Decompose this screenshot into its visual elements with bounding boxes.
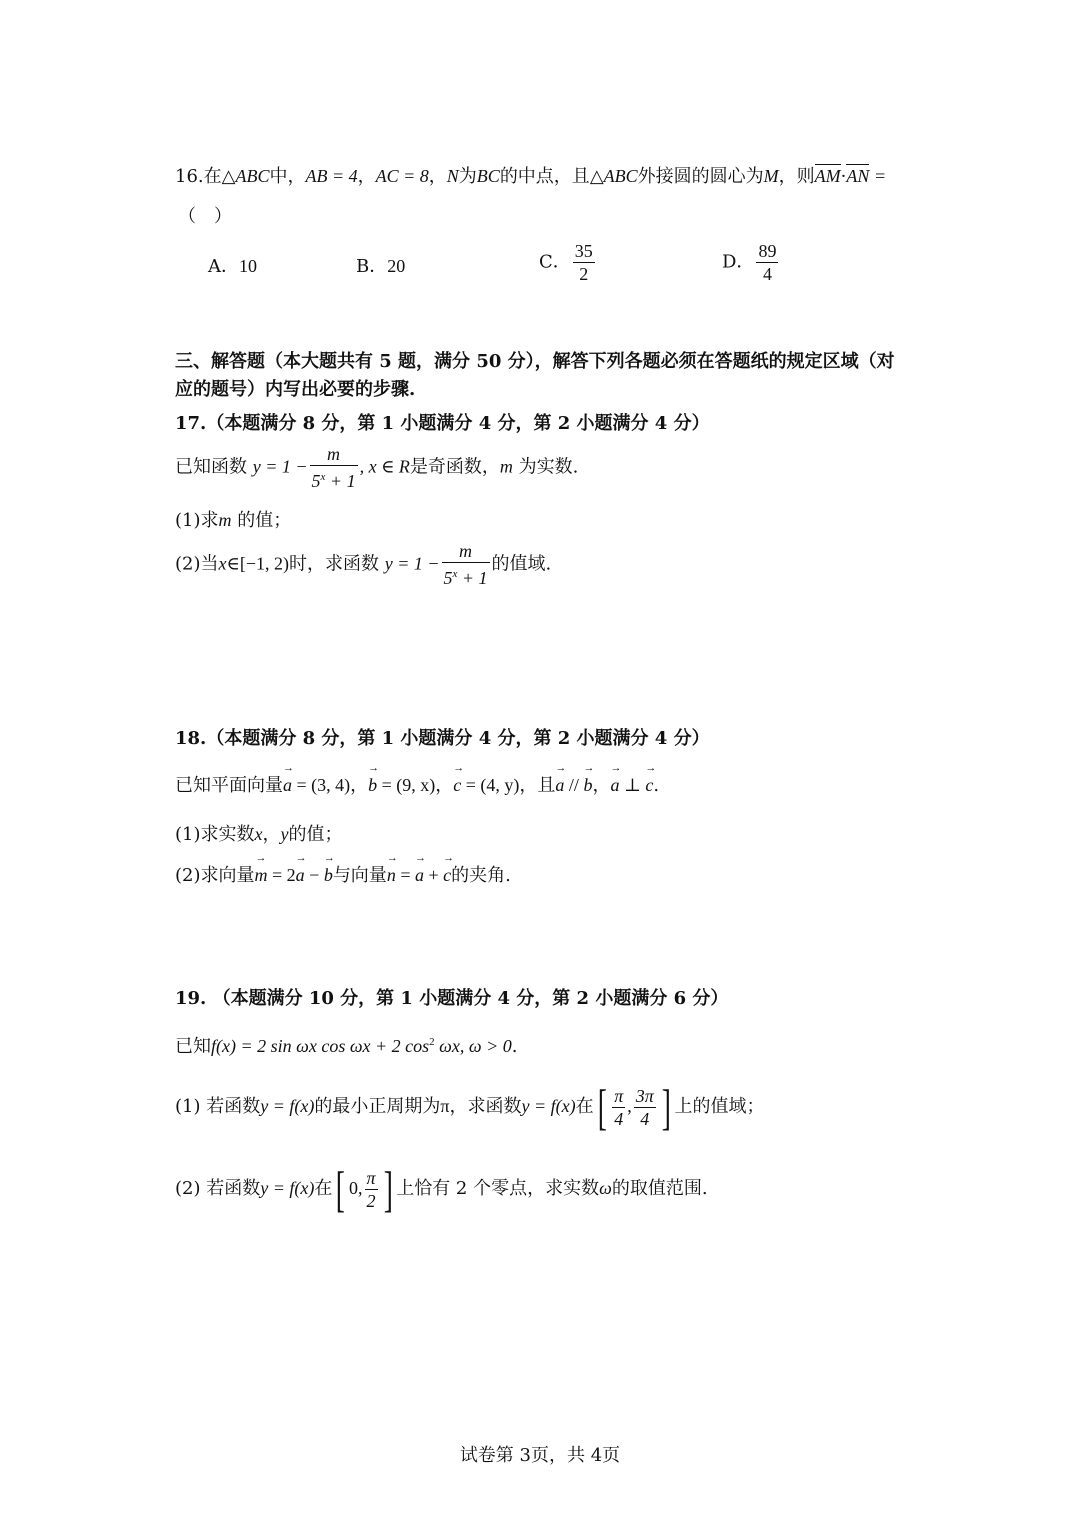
section3-heading-line2: 应的题号）内写出必要的步骤. bbox=[175, 379, 416, 400]
vector-a: → a bbox=[283, 775, 292, 796]
q17-part2: (2)当x∈[−1, 2)时，求函数 y = 1 − $\frac{m}{5^x + 1}$ 的值域. bbox=[175, 541, 552, 588]
q17-header: 17.（本题满分 8 分，第 1 小题满分 4 分，第 2 小题满分 4 分） bbox=[175, 413, 710, 434]
q19-part2: (2) 若函数y = f(x)在[ 0, $\frac{\pi}{2}$ ] 上恰有 2 个零点，求实数ω的取值范围. bbox=[175, 1161, 708, 1217]
q16-option-a[interactable]: A．10 bbox=[208, 256, 257, 277]
vector-an: AN bbox=[846, 166, 870, 186]
q16-option-b[interactable]: B．20 bbox=[356, 256, 406, 277]
q16-number: 16. bbox=[175, 166, 204, 187]
fraction-35-2: $\frac{35}{2}$ bbox=[574, 241, 593, 284]
vector-b: → b bbox=[368, 775, 377, 796]
q16-answer-paren: （ ） bbox=[178, 206, 232, 227]
q17-part2-fraction: $\frac{m}{5^x + 1}$ bbox=[443, 541, 488, 588]
q17-part1: (1)求m 的值； bbox=[175, 510, 292, 531]
q18-header: 18.（本题满分 8 分，第 1 小题满分 4 分，第 2 小题满分 4 分） bbox=[175, 728, 710, 749]
q19-header: 19. （本题满分 10 分，第 1 小题满分 4 分，第 2 小题满分 6 分） bbox=[175, 988, 729, 1009]
vector-am: AM bbox=[814, 166, 841, 186]
page-footer: 试卷第 3页，共 4页 bbox=[459, 1445, 621, 1466]
q18-stem: 已知平面向量→ a = (3, 4)，→ b = (9, x)，→ c = (4, y)，且→ a // → b，→ a ⊥ → c. bbox=[175, 771, 659, 797]
q17-stem: 已知函数 y = 1 − $\frac{m}{5^x + 1}$ , x ∈ R是奇函数，m 为实数. bbox=[175, 444, 579, 491]
q18-part2: (2)求向量→ m = 2→ a − → b与向量→ n = → a + → c的夹角. bbox=[175, 861, 511, 887]
q19-stem: 已知f(x) = 2 sin ωx cos ωx + 2 $\cos^2 \omega x$, ω > 0. bbox=[175, 1036, 518, 1057]
vector-c: → c bbox=[453, 775, 461, 796]
fraction-89-4: $\frac{89}{4}$ bbox=[758, 241, 777, 284]
q16-stem: 16.在△ABC中，AB = 4，AC = 8，N为BC的中点，且△ABC外接圆的圆心为M，则AM·AN = bbox=[175, 166, 886, 187]
q16-option-d[interactable]: D． $\frac{89}{4}$ bbox=[722, 241, 777, 284]
q17-fraction: $\frac{m}{5^x + 1}$ bbox=[311, 444, 356, 491]
q18-part1: (1)求实数x，y的值； bbox=[175, 824, 343, 845]
section3-heading-line1: 三、解答题（本大题共有 5 题，满分 50 分），解答下列各题必须在答题纸的规定区域（对 bbox=[175, 351, 895, 372]
q19-part1: (1) 若函数y = f(x)的最小正周期为π，求函数y = f(x)在[ $\frac{\pi}{4}$ , $\frac{3\pi}{4}$ ] 上的值域； bbox=[175, 1079, 765, 1135]
q16-option-c[interactable]: C． $\frac{35}{2}$ bbox=[539, 241, 593, 284]
